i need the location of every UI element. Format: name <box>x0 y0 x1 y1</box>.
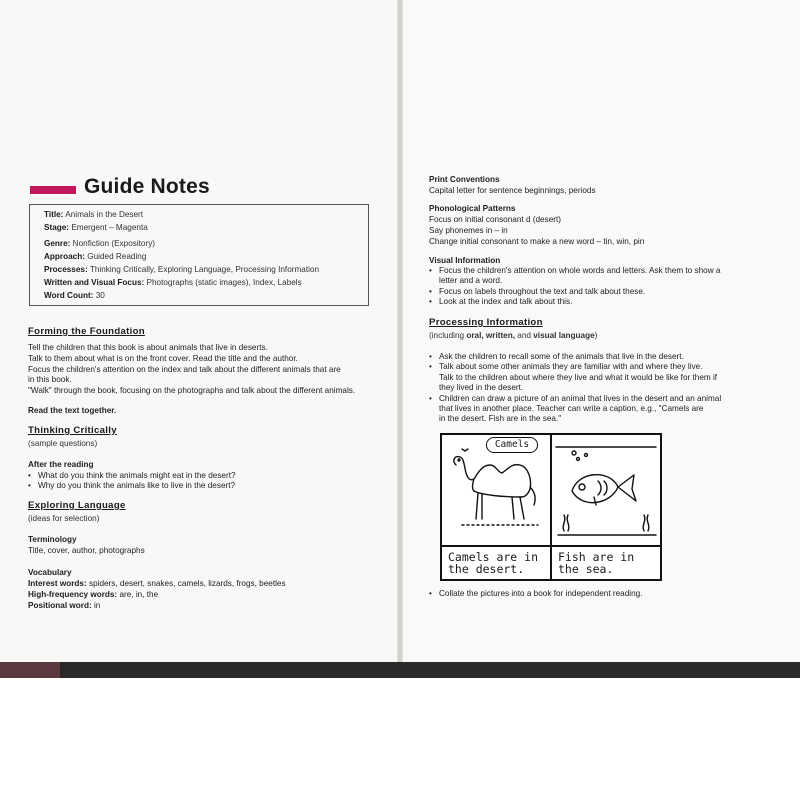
section-heading-exploring: Exploring Language <box>28 500 126 511</box>
print-conventions-subhead: Print Conventions <box>429 175 500 184</box>
info-row-focus: Written and Visual Focus: Photographs (static images), Index, Labels <box>44 278 302 287</box>
visual-info-subhead: Visual Information <box>429 256 501 265</box>
info-row-stage: Stage: Emergent – Magenta <box>44 223 148 232</box>
child-drawing-illustration <box>440 433 662 579</box>
fish-caption: Fish are in the sea. <box>558 550 635 576</box>
list-item: • Look at the index and talk about this. <box>429 297 720 307</box>
section-heading-processing: Processing Information <box>429 317 543 328</box>
info-row-word-count: Word Count: 30 <box>44 291 105 300</box>
list-item: • Why do you think the animals like to live in the desert? <box>28 481 236 491</box>
list-item: • Ask the children to recall some of the animals that live in the desert. <box>429 352 721 362</box>
book-edge-accent <box>0 662 60 678</box>
fish-drawing <box>552 435 660 545</box>
camel-panel <box>440 433 552 581</box>
processing-note: (including oral, written, and visual language) <box>429 331 598 340</box>
title-accent-bar <box>30 186 76 194</box>
vocabulary-lines: Interest words: spiders, desert, snakes, camels, lizards, frogs, beetles High-frequency words: are, in, the Positional word: in <box>28 579 286 610</box>
book-spine <box>397 0 403 668</box>
camels-cloud-label: Camels <box>486 437 538 453</box>
info-box <box>29 204 369 306</box>
vocabulary-subhead: Vocabulary <box>28 568 72 577</box>
phonological-subhead: Phonological Patterns <box>429 204 516 213</box>
camel-drawing <box>442 435 550 545</box>
camel-caption: Camels are in the desert. <box>448 550 539 576</box>
camel-caption-box <box>442 545 550 579</box>
phonological-lines: Focus on initial consonant d (desert) Say phonemes in – in Change initial consonant to make a new word – tin, win, pin <box>429 215 645 246</box>
info-row-approach: Approach: Guided Reading <box>44 252 147 261</box>
thinking-note: (sample questions) <box>28 439 98 448</box>
after-reading-subhead: After the reading <box>28 460 94 469</box>
fish-caption-box <box>552 545 660 579</box>
list-item: • Focus the children's attention on whole words and letters. Ask them to show a letter and a word. <box>429 266 720 287</box>
list-item: • Children can draw a picture of an animal that lives in the desert and an animal that lives in another place. Teacher can write a caption, e.g., "Camels are in the desert. Fish are in the sea." <box>429 394 721 425</box>
exploring-note: (ideas for selection) <box>28 514 100 523</box>
terminology-subhead: Terminology <box>28 535 77 544</box>
section-heading-thinking: Thinking Critically <box>28 425 117 436</box>
final-bullet <box>429 589 642 599</box>
list-item: • Talk about some other animals they are familiar with and where they live. Talk to the children about where they live and what it would be like for them if they lived in the desert. <box>429 362 721 393</box>
section-heading-forming: Forming the Foundation <box>28 326 145 337</box>
fish-panel <box>550 433 662 581</box>
processing-bullets <box>429 352 721 425</box>
book-edge <box>0 662 800 678</box>
background <box>0 678 800 800</box>
list-item: • Collate the pictures into a book for independent reading. <box>429 589 642 599</box>
visual-info-bullets <box>429 266 720 308</box>
list-item: • Focus on labels throughout the text and talk about these. <box>429 287 720 297</box>
list-item: • What do you think the animals might eat in the desert? <box>28 471 236 481</box>
info-row-processes: Processes: Thinking Critically, Exploring Language, Processing Information <box>44 265 320 274</box>
terminology-text: Title, cover, author, photographs <box>28 546 145 555</box>
print-conventions-text: Capital letter for sentence beginnings, periods <box>429 186 596 195</box>
info-row-title: Title: Animals in the Desert <box>44 210 144 219</box>
page-title: Guide Notes <box>84 175 210 198</box>
info-row-genre: Genre: Nonfiction (Expository) <box>44 239 156 248</box>
forming-paragraph: Tell the children that this book is about animals that live in deserts. Talk to them about what is on the front cover. Read the title and the author. Focus the children's attention on the index and talk about the different animals that are in this book. "Walk" through the book, focusing on the photographs and talk about the different animals. <box>28 343 356 396</box>
thinking-bullets <box>28 471 236 492</box>
read-together-note: Read the text together. <box>28 406 117 415</box>
